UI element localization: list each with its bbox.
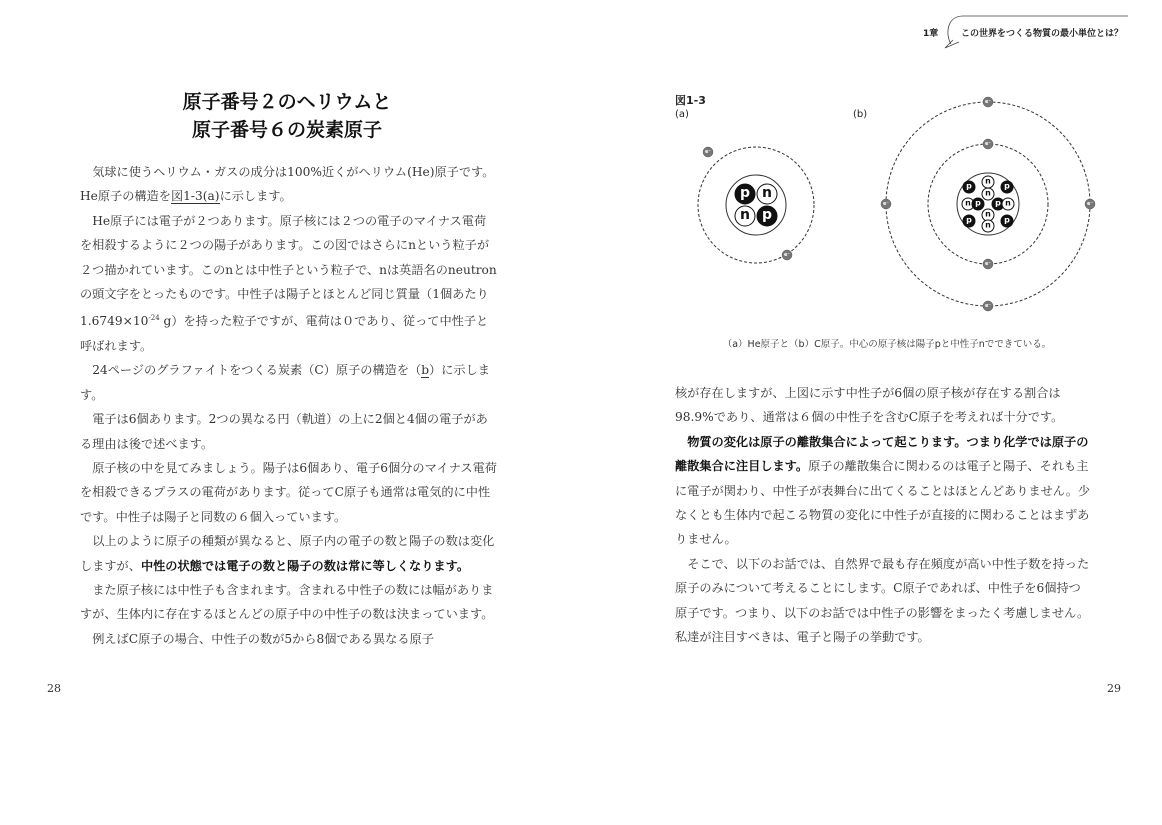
proton-label: p — [995, 198, 1001, 208]
figure-b-label: (b) — [853, 109, 868, 120]
title-line-1: 原子番号２のヘリウムと — [182, 91, 392, 113]
paragraph: 電子は6個あります。2つの異なる円（軌道）の上に2個と4個の電子がある理由は後で述べます。 — [80, 412, 488, 451]
figure-reference: 図1-3(a) — [170, 189, 220, 204]
figure-label: 図1-3 — [675, 94, 706, 107]
paragraph: 気球に使うヘリウム・ガスの成分は100%近くがヘリウム(He)原子です。He原子の構造を図1-3(a)に示します。 — [80, 165, 495, 204]
proton-label: p — [1004, 215, 1010, 225]
paragraph: 以上のように原子の種類が異なると、原子内の電子の数と陽子の数は変化しますが、中性の状態では電子の数と陽子の数は常に等しくなります。 — [80, 534, 495, 573]
electron-label: e⁻ — [984, 303, 992, 309]
paragraph: 核が存在しますが、上図に示す中性子が6個の原子核が存在する割合は98.9%であり、通常は６個の中性子を含むC原子を考えれば十分です。 — [675, 386, 1064, 425]
neutron-label: n — [985, 209, 991, 219]
paragraph: そこで、以下のお話では、自然界で最も存在頻度が高い中性子数を持った原子のみについて考えることにします。C原子であれば、中性子を6個持つ原子です。つまり、以下のお話では中性子の影響をまったく考慮しません。私達が注目すべきは、電子と陽子の挙動です。 — [675, 556, 1090, 645]
figure-reference: b — [421, 363, 430, 378]
chapter-label: 1章 — [923, 29, 939, 39]
electron-label: e⁻ — [984, 141, 992, 147]
paragraph: 原子核の中を見てみましょう。陽子は6個あり、電子6個分のマイナス電荷を相殺できるプラスの電荷があります。従ってC原子も通常は電気的に中性です。中性子は陽子と同数の６個入っています。 — [80, 460, 497, 524]
atom-figure — [581, 90, 1162, 320]
emphasis-text: 物質の変化は原子の離散集合によって起こります。つまり化学では原子の離散集合に注目します。 — [675, 434, 1089, 474]
figure-caption: （a）He原子と（b）C原子。中心の原子核は陽子pと中性子nでできている。 — [722, 339, 1052, 350]
right-body-text — [675, 381, 1091, 649]
neutron-label: n — [985, 220, 991, 230]
paragraph: 例えばC原子の場合、中性子の数が5から8個である異なる原子 — [92, 631, 434, 646]
electron-label: e⁻ — [882, 201, 890, 207]
emphasis-text: 中性の状態では電子の数と陽子の数は常に等しくなります。 — [140, 558, 470, 573]
nucleus — [726, 175, 786, 235]
paragraph: 24ページのグラファイトをつくる炭素（C）原子の構造を（b）に示します。 — [80, 363, 490, 402]
neutron-label: n — [740, 207, 750, 223]
neutron-label: n — [1005, 198, 1011, 208]
superscript: -24 — [148, 314, 160, 323]
header-title: この世界をつくる物質の最小単位とは？ — [961, 29, 1124, 39]
proton-label: p — [966, 215, 972, 225]
left-body-text — [80, 160, 498, 651]
page-number: 28 — [47, 682, 61, 695]
electron-label: e⁻ — [783, 252, 791, 258]
figure-a-label: (a) — [675, 109, 689, 120]
page-number: 29 — [1107, 682, 1121, 695]
electron-label: e⁻ — [704, 149, 712, 155]
proton-label: p — [1004, 181, 1010, 191]
paragraph: 物質の変化は原子の離散集合によって起こります。つまり化学では原子の離散集合に注目します。原子の離散集合に関わるのは電子と陽子、それも主に電子が関わり、中性子が表舞台に出てくることはほとんどありません。少なくとも生体内で起こる物質の変化に中性子が直接的に関わることはまずありません。 — [675, 434, 1091, 547]
paragraph: また原子核には中性子も含まれます。含まれる中性子の数には幅がありますが、生体内に存在するほとんどの原子中の中性子の数は決まっています。 — [80, 582, 494, 622]
neutron-label: n — [965, 198, 971, 208]
electron-label: e⁻ — [984, 261, 992, 267]
neutron-label: n — [985, 176, 991, 186]
electron-label: e⁻ — [984, 99, 992, 105]
title-line-2: 原子番号６の炭素原子 — [191, 119, 382, 141]
paragraph: He原子には電子が２つあります。原子核には２つの電子のマイナス電荷を相殺するように２つの陽子があります。この図ではさらにnという粒子が２つ描かれています。このnとは中性子という粒子で、nは英語名のneutronの頭文字をとったものです。中性子は陽子とほとんど同じ質量（1個あたり$1.6749\times 10^{-24}$ g）を持った粒子ですが、電荷は０であり、従って中性子と呼ばれます。 — [80, 213, 497, 353]
running-header — [923, 14, 1133, 50]
neutron-label: n — [762, 185, 772, 201]
proton-label: p — [966, 181, 972, 191]
proton-label: p — [761, 207, 773, 223]
proton-label: p — [975, 198, 981, 208]
proton-label: p — [739, 185, 751, 201]
section-title — [80, 88, 494, 144]
electron-label: e⁻ — [1086, 201, 1094, 207]
right-page — [581, 0, 1162, 825]
neutron-label: n — [985, 188, 991, 198]
